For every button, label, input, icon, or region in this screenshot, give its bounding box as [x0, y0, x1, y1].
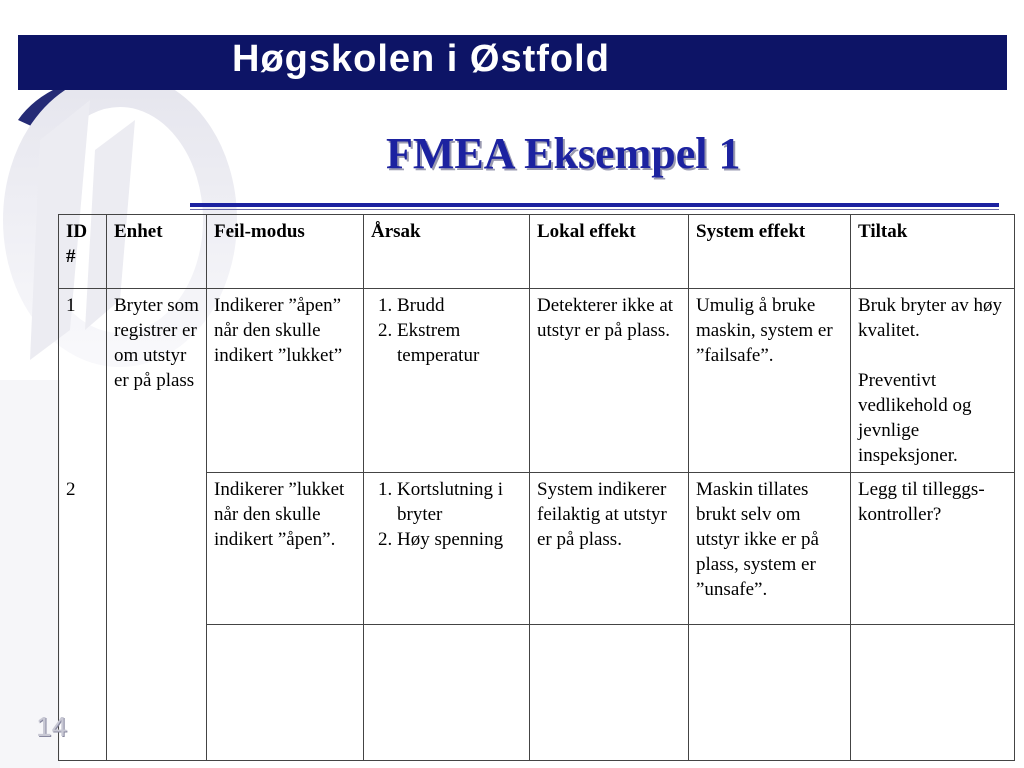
table-header-row	[59, 215, 1015, 289]
system-effect-cell: Maskin tillates brukt selv om utstyr ikke er på plass, system er ”unsafe”.	[689, 473, 851, 625]
empty-cell	[689, 625, 851, 761]
empty-cell	[364, 625, 530, 761]
empty-cell	[851, 625, 1015, 761]
cause-cell	[364, 289, 530, 473]
empty-cell	[207, 625, 364, 761]
header-id: ID #	[59, 215, 107, 289]
slide-title: FMEA Eksempel 1	[386, 129, 741, 178]
action-cell: Legg til tilleggs-kontroller?	[851, 473, 1015, 625]
header-enhet: Enhet	[107, 215, 207, 289]
action-text: Preventivt vedlikehold og jevnlige inspeksjoner.	[858, 370, 972, 466]
action-cell	[851, 289, 1015, 473]
cause-cell	[364, 473, 530, 625]
header-system-effekt: System effekt	[689, 215, 851, 289]
table-row	[59, 289, 1015, 473]
row-id: 1	[59, 289, 107, 473]
header-tiltak: Tiltak	[851, 215, 1015, 289]
fmea-table	[58, 214, 1015, 761]
title-rule-thin	[190, 209, 999, 210]
system-effect-cell: Umulig å bruke maskin, system er ”failsafe”.	[689, 289, 851, 473]
page-number: 14	[36, 711, 68, 742]
row-id: 2	[59, 473, 107, 625]
cause-item: 1. Kortslutning i bryter	[397, 477, 522, 527]
title-rule	[190, 203, 999, 207]
failure-mode-cell: Indikerer ”åpen” når den skulle indikert ”lukket”	[207, 289, 364, 473]
header-lokal-effekt: Lokal effekt	[530, 215, 689, 289]
cause-item: 1. Brudd	[397, 293, 522, 318]
cause-item: 2. Ekstrem temperatur	[397, 318, 522, 368]
cause-item: 2. Høy spenning	[397, 527, 522, 552]
action-text: Bruk bryter av høy kvalitet.	[858, 295, 1003, 341]
failure-mode-cell: Indikerer ”lukket når den skulle indikert ”åpen”.	[207, 473, 364, 625]
header-feil-modus: Feil-modus	[207, 215, 364, 289]
local-effect-cell: Detekterer ikke at utstyr er på plass.	[530, 289, 689, 473]
header-arsak: Årsak	[364, 215, 530, 289]
institution-name: Høgskolen i Østfold	[232, 38, 610, 80]
local-effect-cell: System indikerer feilaktig at utstyr er på plass.	[530, 473, 689, 625]
empty-cell	[530, 625, 689, 761]
unit-cell: Bryter som registrer er om utstyr er på plass	[107, 289, 207, 761]
